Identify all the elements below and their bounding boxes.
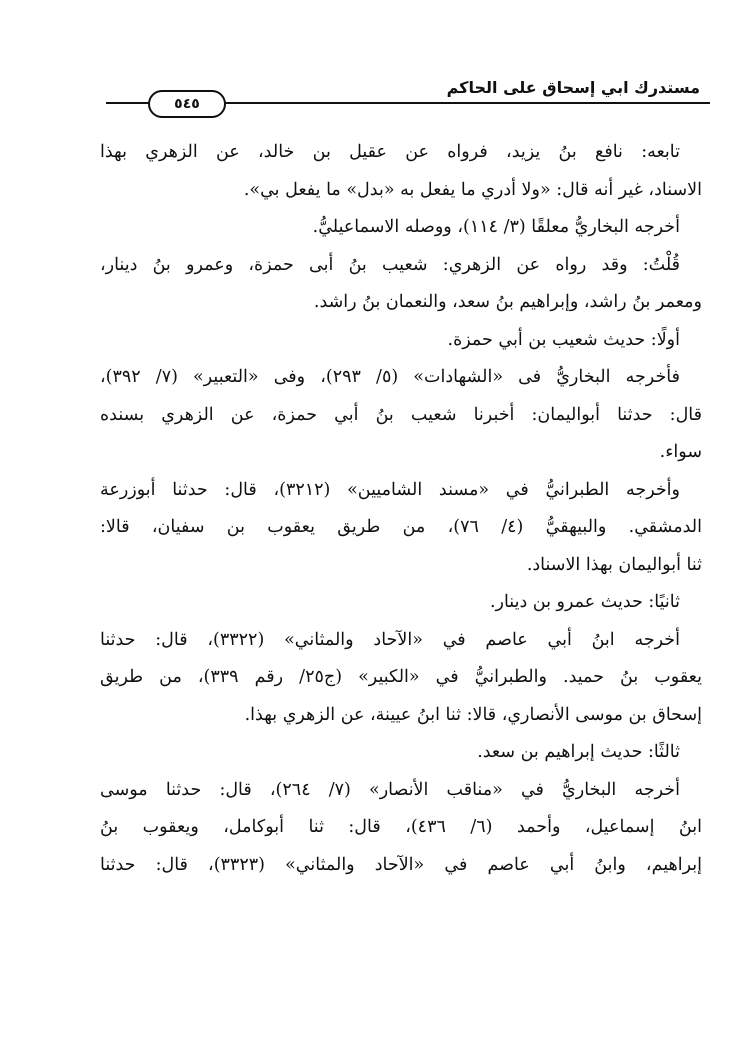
text-line: وأخرجه الطبرانيُّ في «مسند الشاميين» (٣٢١٢)، قال: حدثنا أبوزرعة — [100, 479, 680, 500]
text-line: ثالثًا: حديث إبراهيم بن سعد. — [477, 742, 680, 762]
text-line: الاسناد، غير أنه قال: «ولا أدري ما يفعل به «بدل» ما يفعل بي». — [243, 179, 702, 200]
text-line: قُلْتُ: وقد رواه عن الزهري: شعيب بنُ أبى حمزة، وعمرو بنُ دينار، — [100, 254, 680, 275]
text-line: ثانيًا: حديث عمرو بن دينار. — [489, 592, 680, 612]
text-line: ابنُ إسماعيل، وأحمد (٦/ ٤٣٦)، قال: ثنا أبوكامل، ويعقوب بنُ — [100, 817, 702, 837]
text-line: أخرجه ابنُ أبي عاصم في «الآحاد والمثاني» (٣٣٢٢)، قال: حدثنا — [100, 629, 680, 650]
text-line: إسحاق بن موسى الأنصاري، قالا: ثنا ابنُ عيينة، عن الزهري بهذا. — [244, 704, 702, 725]
text-line: أخرجه البخاريُّ معلقًا (٣/ ١١٤)، ووصله الاسماعيليُّ. — [312, 217, 680, 237]
body-text — [100, 134, 702, 884]
text-line: فأخرجه البخاريُّ فى «الشهادات» (٥/ ٢٩٣)، وفى «التعبير» (٧/ ٣٩٢)، — [100, 367, 680, 387]
text-line: أولًا: حديث شعيب بن أبي حمزة. — [447, 329, 680, 350]
text-line: قال: حدثنا أبواليمان: أخبرنا شعيب بنُ أبي حمزة، عن الزهري بسنده — [100, 404, 702, 425]
text-line: إبراهيم، وابنُ أبي عاصم في «الآحاد والمثاني» (٣٣٢٣)، قال: حدثنا — [100, 854, 702, 875]
text-line: سواء. — [659, 442, 702, 462]
page-number: ٥٤٥ — [148, 90, 226, 118]
text-line: يعقوب بنُ حميد. والطبرانيُّ في «الكبير» (ج٢٥/ رقم ٣٣٩)، من طريق — [100, 667, 702, 687]
text-line: تابعه: نافع بنُ يزيد، فرواه عن عقيل بن خالد، عن الزهري بهذا — [100, 142, 680, 162]
text-line: الدمشقي. والبيهقيُّ (٤/ ٧٦)، من طريق يعقوب بن سفيان، قالا: — [100, 517, 702, 537]
text-line: أخرجه البخاريُّ في «مناقب الأنصار» (٧/ ٢٦٤)، قال: حدثنا موسى — [100, 779, 680, 800]
running-title: مستدرك ابي إسحاق على الحاكم — [446, 78, 700, 97]
text-line: ومعمر بنُ راشد، وإبراهيم بنُ سعد، والنعمان بنُ راشد. — [313, 292, 702, 312]
text-line: ثنا أبواليمان بهذا الاسناد. — [526, 554, 702, 575]
